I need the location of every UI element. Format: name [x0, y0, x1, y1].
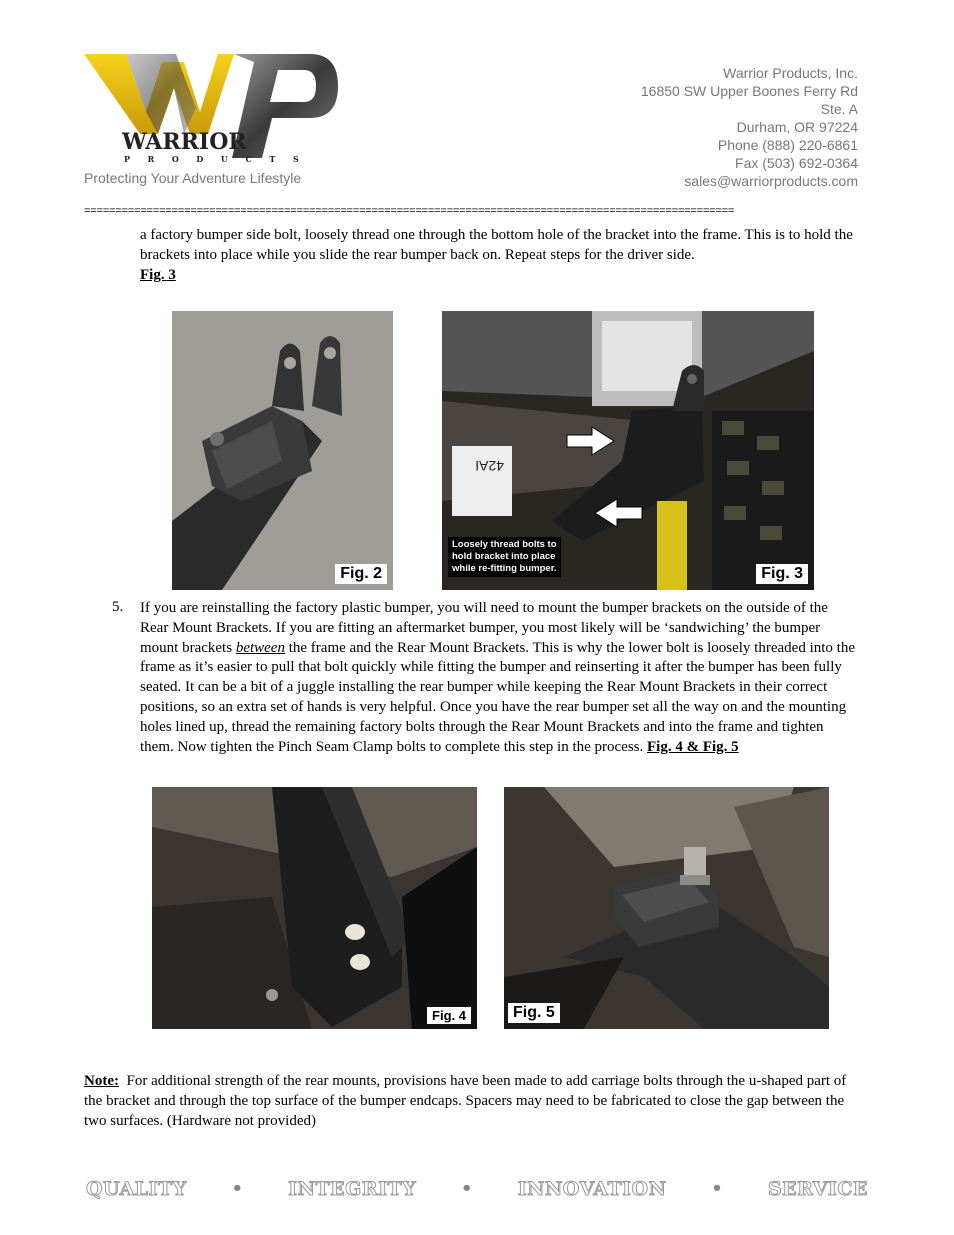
figure-3-photo: [442, 311, 814, 590]
fig-2-label: Fig. 2: [335, 564, 387, 584]
step-5-paragraph: [140, 599, 856, 757]
note-text: For additional strength of the rear mounts, provisions have been made to add carriage bolts through the u-shaped part of the bracket and through the top surface of the bumper endcaps. Spacers may need to be fabricated to close the gap between the two surfaces. (Hardware not provided): [84, 1073, 847, 1129]
footer-quality: QUALITY: [86, 1178, 187, 1200]
address-line: 16850 SW Upper Boones Ferry Rd: [640, 83, 858, 99]
address-phone: Phone (888) 220-6861: [717, 137, 858, 153]
fig4-5-reference: Fig. 4 & Fig. 5: [647, 738, 739, 755]
step-5-text-a: If you are reinstalling the factory plastic bumper, you will need to mount the bumper brackets on the outside of the Rear Mount Brackets. If you are fitting an aftermarket bumper, you most likely will be ‘sandwiching’ the bumper mount brackets: [140, 600, 828, 656]
footer-service: SERVICE: [767, 1178, 868, 1200]
address-line: Warrior Products, Inc.: [723, 65, 858, 81]
footer-integrity: INTEGRITY: [288, 1178, 417, 1200]
logo-subtext: P R O D U C T S: [124, 154, 307, 164]
footer-values: [86, 1178, 868, 1200]
fig-3-sticker-text: 42AI: [475, 458, 504, 474]
logo-wordmark: WARRIOR: [122, 129, 247, 155]
callout-line: while re-fitting bumper.: [452, 563, 557, 574]
intro-paragraph: [140, 226, 856, 285]
fig3-reference: Fig. 3: [140, 266, 176, 283]
address-email: sales@warriorproducts.com: [684, 173, 858, 189]
figure-2-photo: [172, 311, 393, 590]
address-line: Durham, OR 97224: [736, 119, 858, 135]
callout-line: Loosely thread bolts to: [452, 539, 557, 550]
fig-4-label: Fig. 4: [427, 1007, 471, 1024]
step-5-text-b: the frame and the Rear Mount Brackets. This is why the lower bolt is loosely threaded into the frame as it’s easier to pull that bolt quickly while fitting the bumper and reinserting it after the bumper has been fully seated. It can be a bit of a juggle installing the rear bumper while keeping the Rear Mount Brackets in their correct positions, so an extra set of hands is very helpful. Once you have the rear bumper set all the way on and the mounting holes lined up, thread the remaining factory bolts through the Rear Mount Brackets and into the frame and tighten them. Now tighten the Pinch Seam Clamp bolts to complete this step in the process.: [140, 639, 855, 755]
step-number: 5.: [112, 599, 124, 615]
company-tagline: Protecting Your Adventure Lifestyle: [84, 170, 302, 186]
intro-text: a factory bumper side bolt, loosely thread one through the bottom hole of the bracket into the frame. This is to hold the brackets into place while you slide the rear bumper back on. Repeat steps for the driver side.: [140, 227, 853, 263]
address-fax: Fax (503) 692-0364: [735, 155, 858, 171]
callout-line: hold bracket into place: [452, 551, 556, 562]
note-label: Note:: [84, 1073, 119, 1089]
footer-separator: •: [460, 1178, 473, 1199]
footer-separator: •: [711, 1178, 724, 1199]
figure-5-photo: [504, 787, 829, 1029]
fig-5-label: Fig. 5: [508, 1003, 560, 1023]
step-5-emphasis: between: [235, 639, 285, 656]
footer-innovation: INNOVATION: [517, 1178, 667, 1200]
footer-separator: •: [231, 1178, 244, 1199]
fig-3-callout: [448, 537, 561, 577]
fig-3-label: Fig. 3: [756, 564, 808, 584]
warrior-products-logo: [84, 52, 340, 164]
figure-4-photo: [152, 787, 477, 1029]
header-divider: ========================================================================================================: [84, 206, 735, 218]
address-line: Ste. A: [820, 101, 858, 117]
company-address-block: [641, 64, 858, 190]
note-paragraph: [84, 1072, 856, 1131]
